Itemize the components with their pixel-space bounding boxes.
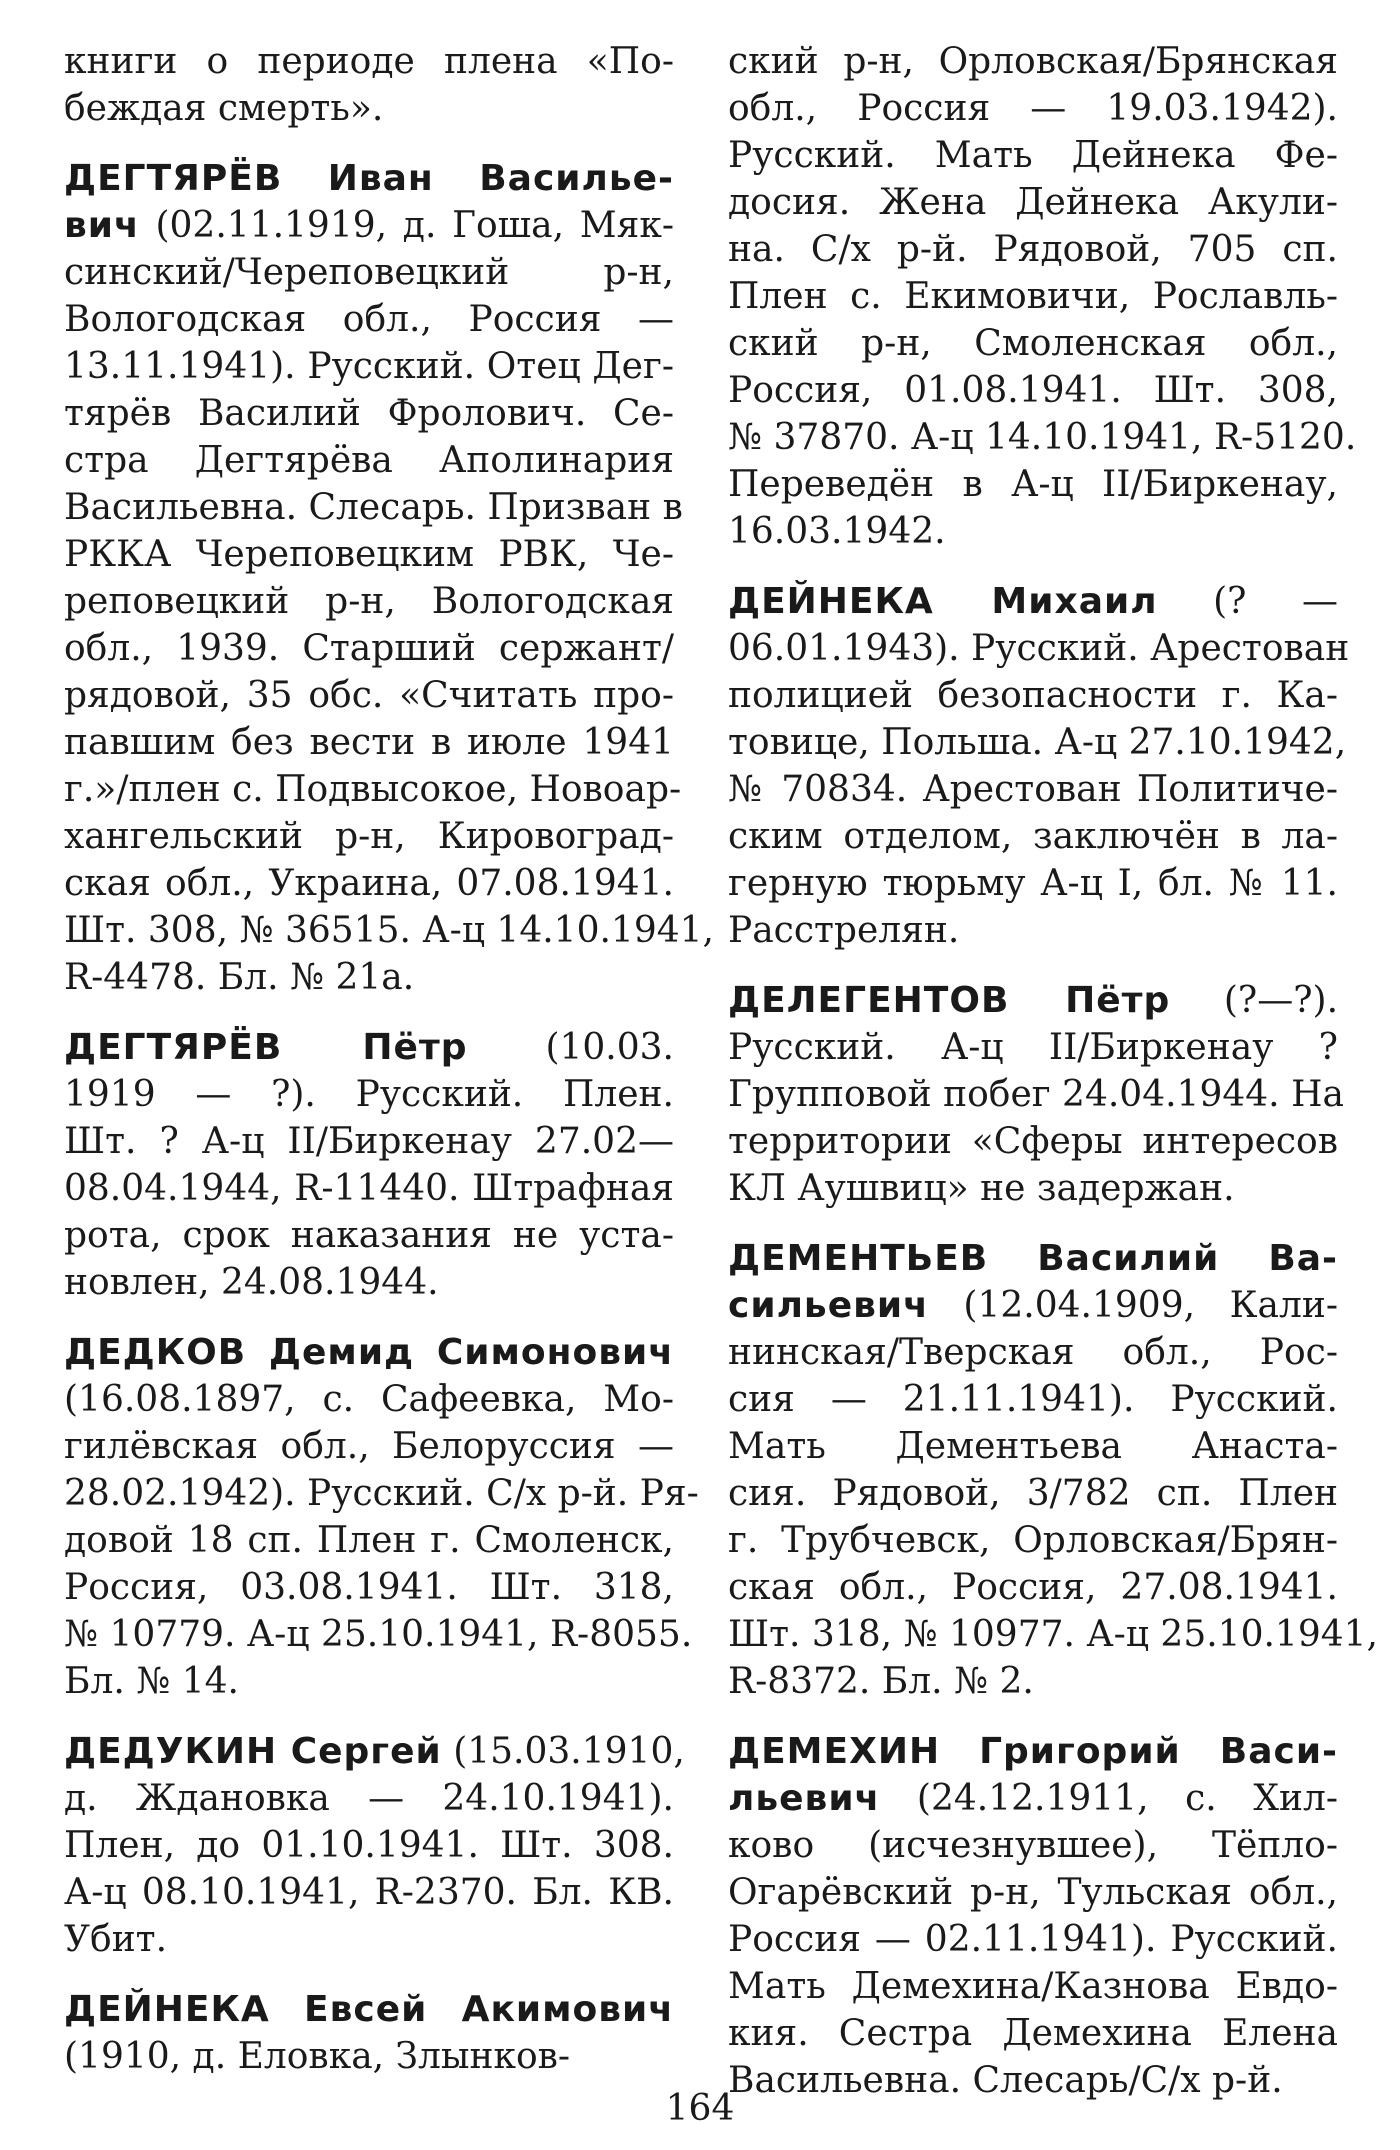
entry-headword: ДЕЛЕГЕНТОВ Пётр xyxy=(728,980,1171,1021)
entry-line xyxy=(64,249,674,296)
entry-text: 08.04.1944, R-11440. Штрафная xyxy=(64,1168,674,1209)
entry-text: сия — 21.11.1941). Русский. xyxy=(728,1379,1338,1420)
entry-headword: ДЕГТЯРЁВ Пётр xyxy=(64,1027,468,1068)
entry-line xyxy=(728,1963,1338,2010)
entry-line xyxy=(64,531,674,578)
entry-text: нинская/Тверская обл., Рос- xyxy=(728,1332,1338,1373)
entry-text: ский р-н, Смоленская обл., xyxy=(728,323,1338,364)
entry-text: 1919 — ?). Русский. Плен. xyxy=(64,1074,674,1115)
entry-line xyxy=(728,1165,1338,1212)
entry-text: Шт. 318, № 10977. А-ц 25.10.1941, xyxy=(728,1614,1378,1655)
entry-text: Шт. 308, № 36515. А-ц 14.10.1941, xyxy=(64,910,714,951)
entry-text: (1910, д. Еловка, Злынков- xyxy=(64,2036,571,2077)
entry-line xyxy=(728,977,1338,1024)
entry-text: г. Трубчевск, Орловская/Брян- xyxy=(728,1520,1338,1561)
entry-headword: сильевич xyxy=(728,1285,929,1326)
entry-headword: ДЕЙНЕКА Евсей Акимович xyxy=(64,1989,674,2030)
entry-text: (12.04.1909, Кали- xyxy=(928,1285,1338,1326)
entry-text: территории «Сферы интересов xyxy=(728,1121,1338,1162)
dictionary-entry xyxy=(64,1986,674,2080)
entry-line xyxy=(728,1564,1338,1611)
entry-line xyxy=(728,1376,1338,1423)
entry-text: Групповой побег 24.04.1944. На xyxy=(728,1074,1344,1115)
dictionary-entry xyxy=(64,1728,685,1963)
entry-line xyxy=(64,766,682,813)
entry-text: (? — xyxy=(1157,581,1338,622)
entry-line xyxy=(64,390,674,437)
entry-line xyxy=(728,625,1350,672)
entry-line xyxy=(728,1118,1338,1165)
entry-line xyxy=(728,367,1338,414)
entry-text: гилёвская обл., Белоруссия — xyxy=(64,1426,674,1467)
entry-text: (02.11.1919, д. Гоша, Мяк- xyxy=(139,205,674,246)
entry-text: беждая смерть». xyxy=(64,88,384,129)
entry-line xyxy=(728,1024,1338,1071)
entry-line xyxy=(64,1564,674,1611)
entry-headword: ДЕМЕНТЬЕВ Василий Ва- xyxy=(728,1238,1338,1279)
entry-text: КЛ Аушвиц» не задержан. xyxy=(728,1168,1235,1209)
dictionary-entry xyxy=(728,38,1357,555)
entry-line xyxy=(728,1071,1344,1118)
entry-line xyxy=(728,1282,1338,1329)
entry-text: (24.12.1911, с. Хил- xyxy=(880,1778,1338,1819)
entry-headword: льевич xyxy=(728,1778,881,1819)
entry-text: Шт. ? А-ц II/Биркенау 27.02— xyxy=(64,1121,674,1162)
entry-line xyxy=(64,1376,674,1423)
entry-text: ский р-н, Орловская/Брянская xyxy=(728,41,1338,82)
entry-line xyxy=(64,296,674,343)
entry-line xyxy=(64,1259,674,1306)
entry-line xyxy=(64,1517,674,1564)
entry-line xyxy=(728,132,1338,179)
entry-line xyxy=(64,1212,674,1259)
entry-text: (10.03. xyxy=(467,1027,674,1068)
entry-line xyxy=(728,414,1357,461)
entry-line xyxy=(728,2010,1338,2057)
entry-text: ково (исчезнувшее), Тёпло- xyxy=(728,1825,1338,1866)
entry-line xyxy=(64,484,683,531)
dictionary-entry xyxy=(64,38,674,132)
entry-text: товице, Польша. А-ц 27.10.1942, xyxy=(728,722,1347,763)
entry-line xyxy=(64,578,674,625)
entry-text: д. Ждановка — 24.10.1941). xyxy=(64,1778,674,1819)
entry-text: А-ц 08.10.1941, R-2370. Бл. КВ. xyxy=(64,1872,674,1913)
entry-headword: ДЕДКОВ Демид Симонович xyxy=(64,1332,674,1373)
entry-line xyxy=(64,1118,674,1165)
entry-text: ская обл., Россия, 27.08.1941. xyxy=(728,1567,1338,1608)
entry-text: Переведён в А-ц II/Биркенау, xyxy=(728,464,1338,505)
entry-text: Расстрелян. xyxy=(728,910,960,951)
entry-text: тярёв Василий Фролович. Се- xyxy=(64,393,674,434)
entry-text: на. С/х р-й. Рядовой, 705 сп. xyxy=(728,229,1338,270)
entry-line xyxy=(728,461,1338,508)
right-column xyxy=(728,38,1378,2127)
entry-line xyxy=(728,719,1347,766)
dictionary-entry xyxy=(728,977,1344,1212)
entry-line xyxy=(64,437,674,484)
entry-text: Русский. А-ц II/Биркенау ? xyxy=(728,1027,1338,1068)
entry-text: 16.03.1942. xyxy=(728,511,946,552)
dictionary-entry xyxy=(64,1024,674,1306)
entry-line xyxy=(728,1822,1338,1869)
entry-line xyxy=(728,672,1338,719)
entry-text: Плен с. Екимовичи, Рославль- xyxy=(728,276,1338,317)
entry-line xyxy=(64,1916,674,1963)
entry-line xyxy=(64,672,674,719)
entry-headword: ДЕДУКИН Сергей xyxy=(64,1731,442,1772)
entry-text: № 10779. А-ц 25.10.1941, R-8055. xyxy=(64,1614,693,1655)
entry-line xyxy=(728,1775,1338,1822)
entry-text: № 70834. Арестован Политиче- xyxy=(728,769,1338,810)
entry-text: Россия, 01.08.1941. Шт. 308, xyxy=(728,370,1338,411)
entry-line xyxy=(728,179,1338,226)
entry-text: павшим без вести в июле 1941 xyxy=(64,722,674,763)
entry-line xyxy=(728,1728,1338,1775)
entry-line xyxy=(64,2033,674,2080)
entry-line xyxy=(64,813,674,860)
entry-line xyxy=(64,954,674,1001)
entry-line xyxy=(64,85,674,132)
entry-line xyxy=(728,860,1338,907)
entry-text: стра Дегтярёва Аполинария xyxy=(64,440,674,481)
entry-text: новлен, 24.08.1944. xyxy=(64,1262,439,1303)
entry-text: г.»/плен с. Подвысокое, Новоар- xyxy=(64,769,682,810)
entry-line xyxy=(64,907,714,954)
entry-text: R-8372. Бл. № 2. xyxy=(728,1661,1034,1702)
entry-line xyxy=(64,625,674,672)
entry-line xyxy=(64,38,674,85)
dictionary-entry xyxy=(728,578,1350,954)
entry-line xyxy=(728,1869,1338,1916)
entry-text: 13.11.1941). Русский. Отец Дег- xyxy=(64,346,674,387)
entry-line xyxy=(728,1658,1338,1705)
entry-line xyxy=(728,1517,1338,1564)
entry-line xyxy=(64,1775,674,1822)
entry-text: сия. Рядовой, 3/782 сп. Плен xyxy=(728,1473,1338,1514)
entry-text: герную тюрьму А-ц I, бл. № 11. xyxy=(728,863,1338,904)
entry-line xyxy=(64,155,674,202)
entry-line xyxy=(64,719,674,766)
entry-text: обл., Россия — 19.03.1942). xyxy=(728,88,1338,129)
entry-text: 06.01.1943). Русский. Арестован xyxy=(728,628,1350,669)
entry-text: досия. Жена Дейнека Акули- xyxy=(728,182,1338,223)
entry-line xyxy=(728,766,1338,813)
entry-text: Россия — 02.11.1941). Русский. xyxy=(728,1919,1338,1960)
entry-text: (15.03.1910, xyxy=(441,1731,685,1772)
entry-line xyxy=(64,343,674,390)
entry-text: РККА Череповецким РВК, Че- xyxy=(64,534,674,575)
entry-line xyxy=(728,1423,1338,1470)
dictionary-entry xyxy=(728,1235,1378,1705)
entry-line xyxy=(64,1024,674,1071)
entry-line xyxy=(728,1916,1338,1963)
entry-text: 28.02.1942). Русский. С/х р-й. Ря- xyxy=(64,1473,699,1514)
entry-text: Плен, до 01.10.1941. Шт. 308. xyxy=(64,1825,674,1866)
entry-headword: ДЕЙНЕКА Михаил xyxy=(728,581,1158,622)
dictionary-entry xyxy=(64,1329,699,1705)
entry-line xyxy=(64,1822,674,1869)
entry-text: Русский. Мать Дейнека Фе- xyxy=(728,135,1338,176)
entry-line xyxy=(728,38,1338,85)
entry-line xyxy=(728,508,1338,555)
entry-headword: ДЕГТЯРЁВ Иван Василье- xyxy=(64,158,674,199)
entry-text: Убит. xyxy=(64,1919,168,1960)
entry-text: Огарёвский р-н, Тульская обл., xyxy=(728,1872,1338,1913)
entry-line xyxy=(64,1658,674,1705)
entry-line xyxy=(64,1611,693,1658)
entry-line xyxy=(64,1423,674,1470)
entry-text: Россия, 03.08.1941. Шт. 318, xyxy=(64,1567,674,1608)
entry-text: Бл. № 14. xyxy=(64,1661,239,1702)
entry-text: синский/Череповецкий р-н, xyxy=(64,252,674,293)
entry-line xyxy=(728,578,1338,625)
entry-text: обл., 1939. Старший сержант/ xyxy=(64,628,674,669)
entry-line xyxy=(64,1869,674,1916)
entry-line xyxy=(728,320,1338,367)
entry-line xyxy=(728,813,1338,860)
entry-text: хангельский р-н, Кировоград- xyxy=(64,816,674,857)
entry-line xyxy=(728,226,1338,273)
entry-line xyxy=(64,1165,674,1212)
entry-line xyxy=(728,1470,1338,1517)
dictionary-entry xyxy=(728,1728,1338,2104)
entry-text: ская обл., Украина, 07.08.1941. xyxy=(64,863,674,904)
entry-line xyxy=(64,1470,699,1517)
entry-line xyxy=(64,860,674,907)
entry-text: № 37870. А-ц 14.10.1941, R-5120. xyxy=(728,417,1357,458)
entry-text: кия. Сестра Демехина Елена xyxy=(728,2013,1338,2054)
entry-text: ским отделом, заключён в ла- xyxy=(728,816,1338,857)
entry-text: рядовой, 35 обс. «Считать про- xyxy=(64,675,674,716)
left-column xyxy=(64,38,714,2103)
entry-headword: вич xyxy=(64,205,140,246)
entry-headword: ДЕМЕХИН Григорий Васи- xyxy=(728,1731,1338,1772)
entry-text: Васильевна. Слесарь. Призван в xyxy=(64,487,683,528)
entry-text: рота, срок наказания не уста- xyxy=(64,1215,674,1256)
entry-line xyxy=(728,85,1338,132)
entry-line xyxy=(64,1986,674,2033)
entry-line xyxy=(64,1071,674,1118)
entry-text: Мать Демехина/Казнова Евдо- xyxy=(728,1966,1338,2007)
entry-text: реповецкий р-н, Вологодская xyxy=(64,581,674,622)
entry-text: довой 18 сп. Плен г. Смоленск, xyxy=(64,1520,674,1561)
entry-line xyxy=(64,1329,674,1376)
entry-text: (?—?). xyxy=(1170,980,1339,1021)
dictionary-entry xyxy=(64,155,714,1001)
entry-line xyxy=(728,1329,1338,1376)
entry-line xyxy=(64,202,674,249)
entry-text: книги о периоде плена «По- xyxy=(64,41,674,82)
entry-line xyxy=(64,1728,685,1775)
entry-line xyxy=(728,907,1338,954)
entry-text: Вологодская обл., Россия — xyxy=(64,299,674,340)
entry-text: полицией безопасности г. Ка- xyxy=(728,675,1338,716)
entry-line xyxy=(728,1235,1338,1282)
entry-text: Васильевна. Слесарь/С/х р-й. xyxy=(728,2060,1283,2101)
entry-line xyxy=(728,1611,1378,1658)
page-number: 164 xyxy=(665,2088,735,2129)
entry-text: R-4478. Бл. № 21а. xyxy=(64,957,415,998)
entry-text: Мать Дементьева Анаста- xyxy=(728,1426,1338,1467)
entry-line xyxy=(728,273,1338,320)
entry-text: (16.08.1897, с. Сафеевка, Мо- xyxy=(64,1379,674,1420)
